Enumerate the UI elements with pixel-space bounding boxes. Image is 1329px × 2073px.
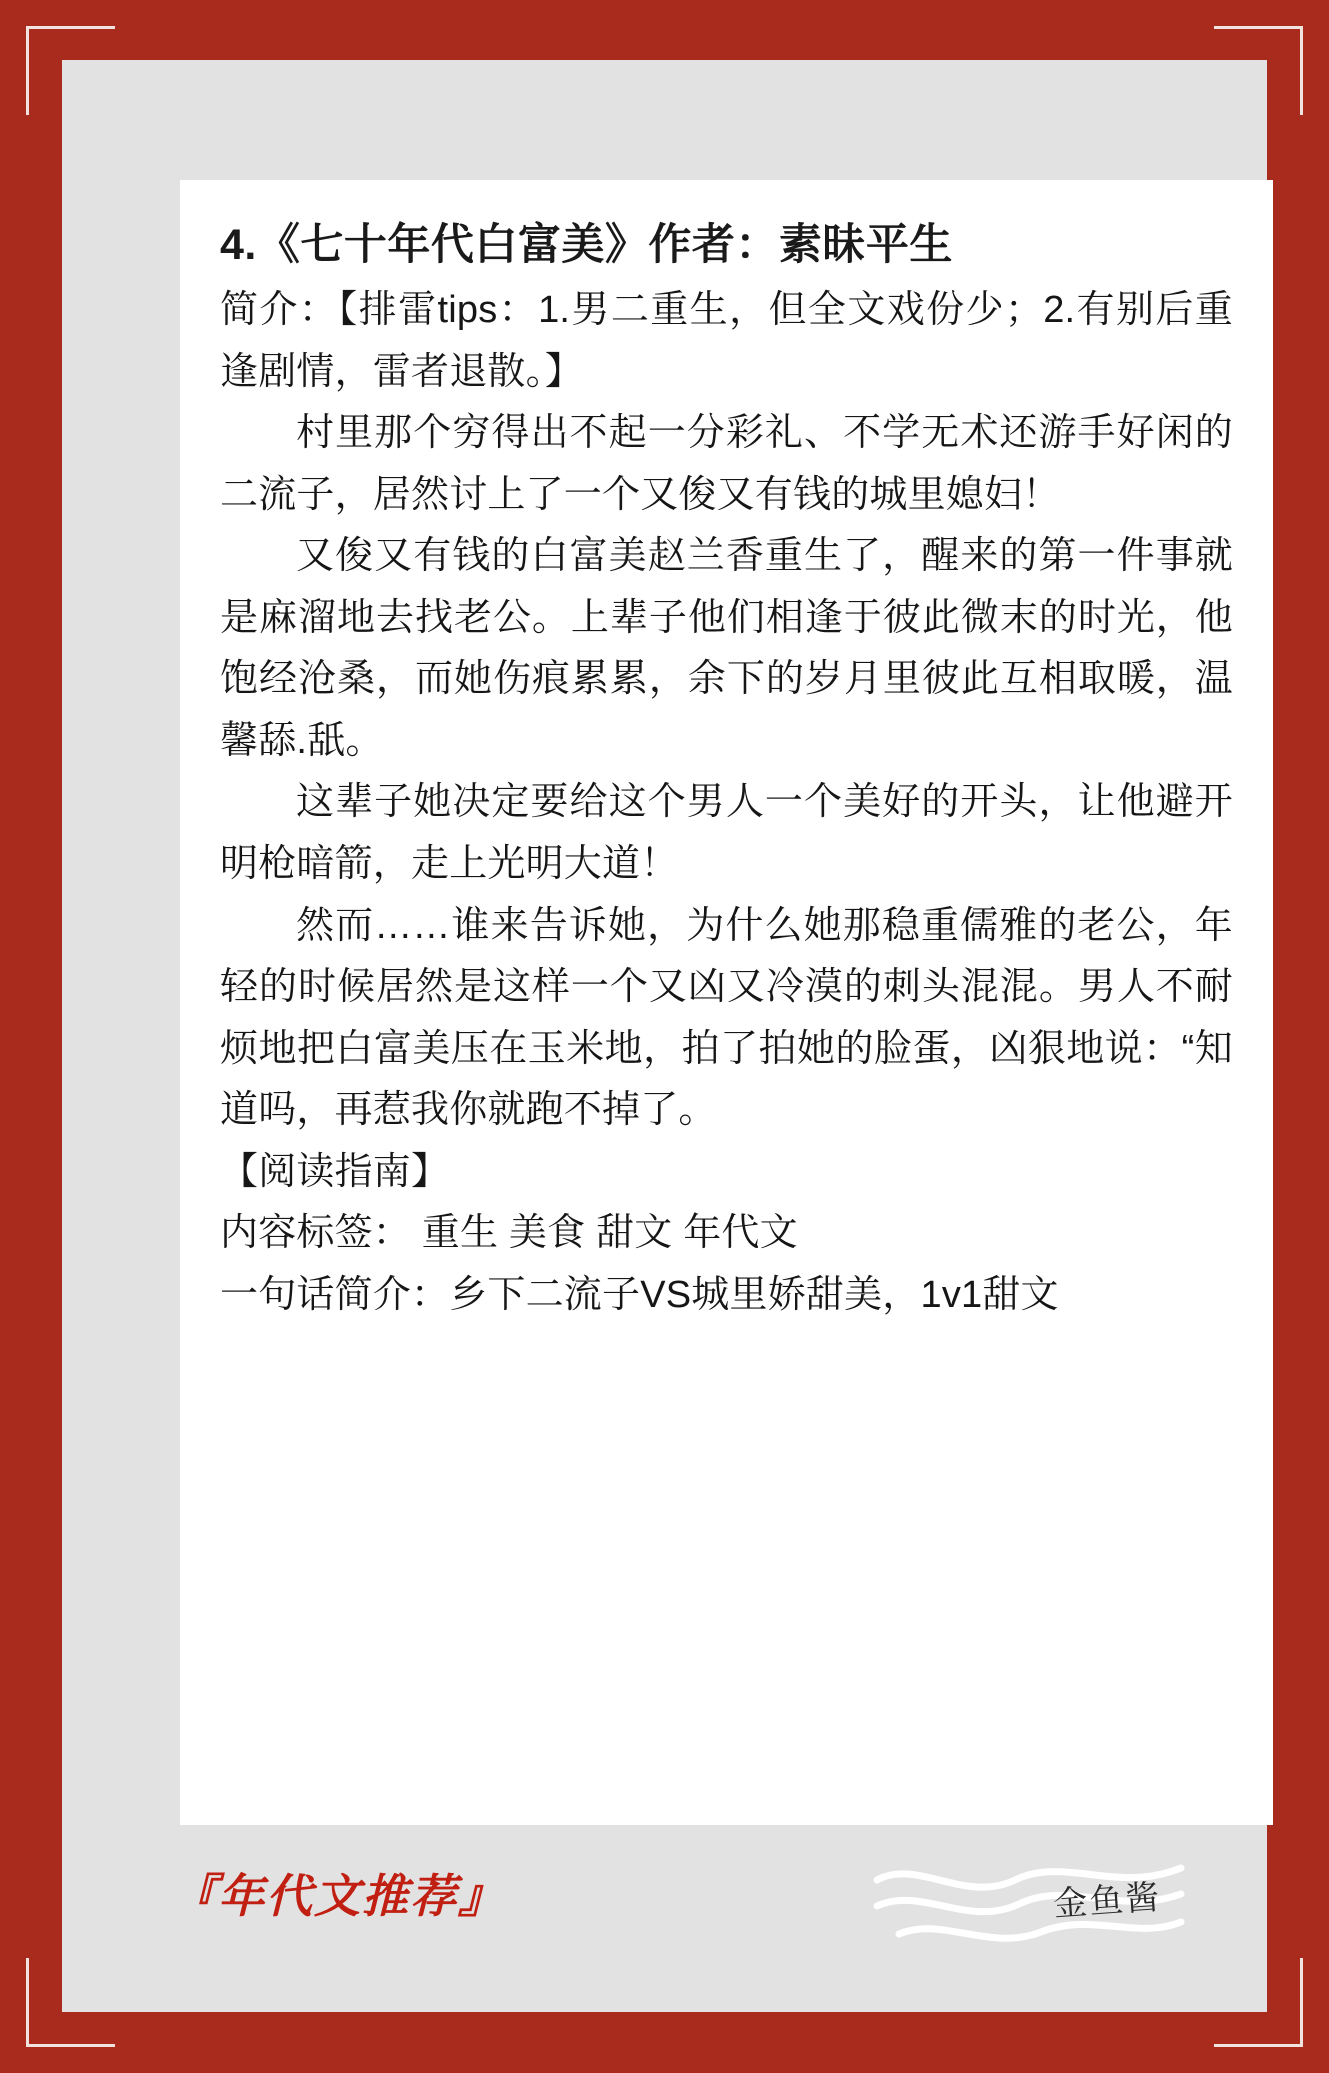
paragraph-3: 这辈子她决定要给这个男人一个美好的开头，让他避开明枪暗箭，走上光明大道！ — [220, 781, 1233, 885]
page-title: 4.《七十年代白富美》作者：素昧平生 — [220, 221, 953, 269]
signature-text: 金鱼酱 — [1052, 1879, 1163, 1924]
content-tags: 内容标签： 重生 美食 甜文 年代文 — [220, 1212, 798, 1255]
paragraph-1: 村里那个穷得出不起一分彩礼、不学无术还游手好闲的二流子，居然讨上了一个又俊又有钱的城里媳妇！ — [220, 412, 1233, 516]
paragraph-2: 又俊又有钱的白富美赵兰香重生了，醒来的第一件事就是麻溜地去找老公。上辈子他们相逢于彼此微末的时光，他饱经沧桑，而她伤痕累累，余下的岁月里彼此互相取暖，温馨舔.舐。 — [220, 535, 1233, 762]
one-line-summary: 一句话简介：乡下二流子VS城里娇甜美，1v1甜文 — [220, 1273, 1059, 1316]
paragraph-4: 然而……谁来告诉她，为什么她那稳重儒雅的老公，年轻的时候居然是这样一个又凶又冷漠的刺头混混。男人不耐烦地把白富美压在玉米地，拍了拍她的脸蛋，凶狠地说：“知道吗，再惹我你就跑不掉了。 — [220, 904, 1233, 1132]
document-body — [220, 280, 1233, 1326]
content-card — [62, 60, 1267, 2012]
signature-block — [869, 1836, 1189, 1956]
recommendation-label: 『年代文推荐』 — [170, 1870, 506, 1922]
reading-guide-heading: 【阅读指南】 — [220, 1150, 450, 1193]
text-panel — [180, 180, 1273, 1825]
paragraph-intro: 简介：【排雷tips：1.男二重生，但全文戏份少；2.有别后重逢剧情，雷者退散。】 — [220, 289, 1233, 393]
